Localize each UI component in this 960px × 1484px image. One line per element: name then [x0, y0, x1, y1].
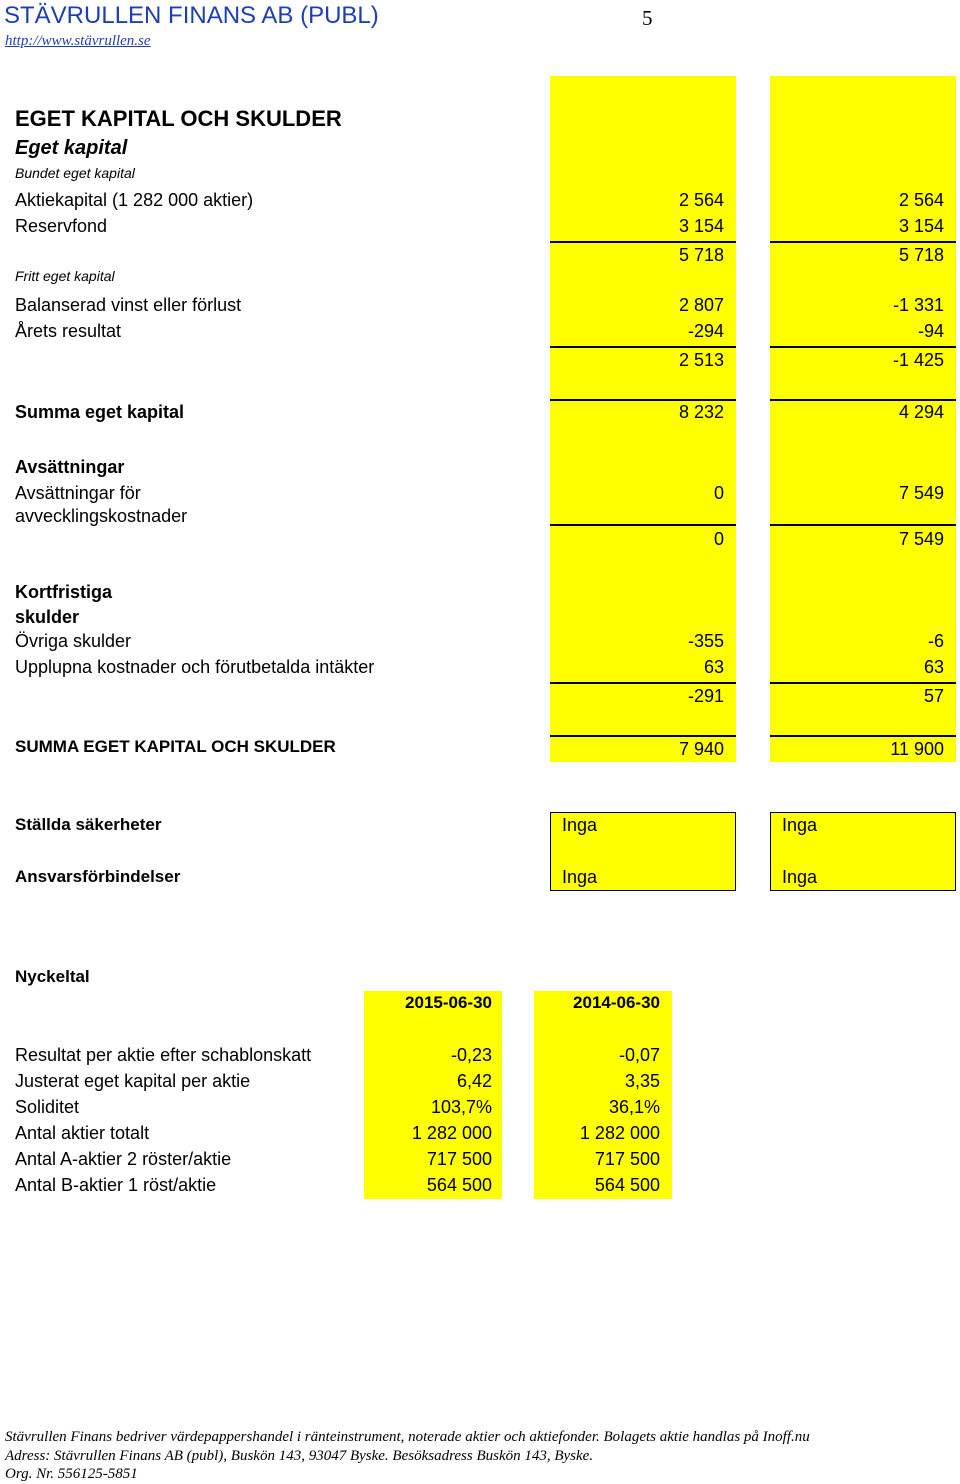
keyfigures-title: Nyckeltal [15, 967, 90, 986]
keyfigure-2014: 36,1% [608, 1097, 660, 1117]
total-equity-liabilities-label: SUMMA EGET KAPITAL OCH SKULDER [15, 737, 336, 756]
aktiekapital-current: 2 564 [678, 190, 724, 210]
restricted-sum-current: 5 718 [678, 245, 724, 265]
keyfigure-label: Antal B-aktier 1 röst/aktie [15, 1175, 217, 1195]
free-sum-current: 2 513 [678, 350, 724, 370]
ansvarsforbindelser-current: Inga [562, 867, 598, 887]
upplupna-current: 63 [703, 657, 724, 677]
stallda-sakerheter-current: Inga [562, 815, 598, 835]
subtotal-line [550, 682, 736, 684]
arets-resultat-previous: -94 [917, 321, 944, 341]
keyfigure-2015: 564 500 [426, 1175, 492, 1195]
keyfigure-2015: 6,42 [456, 1071, 492, 1091]
keyfigures-col-2014-header: 2014-06-30 [573, 993, 660, 1012]
free-sum-previous: -1 425 [892, 350, 944, 370]
ovriga-skulder-label: Övriga skulder [15, 631, 132, 651]
free-equity-heading: Fritt eget kapital [15, 268, 115, 284]
arets-resultat-label: Årets resultat [15, 321, 122, 341]
subtotal-line [770, 346, 956, 348]
provisions-heading: Avsättningar [15, 457, 125, 477]
subtotal-line [770, 241, 956, 243]
keyfigure-label: Antal A-aktier 2 röster/aktie [15, 1149, 232, 1169]
ovriga-skulder-previous: -6 [927, 631, 944, 651]
subtotal-line [550, 524, 736, 526]
company-name: STÄVRULLEN FINANS AB (PUBL) [4, 2, 379, 29]
subtotal-line [770, 399, 956, 401]
reservfond-label: Reservfond [15, 216, 108, 236]
balanserad-current: 2 807 [678, 295, 724, 315]
upplupna-label: Upplupna kostnader och förutbetalda intäkter [15, 657, 375, 677]
total-equity-liabilities-previous: 11 900 [890, 739, 944, 759]
stallda-sakerheter-label: Ställda säkerheter [15, 815, 162, 834]
summa-eget-previous: 4 294 [898, 402, 944, 422]
footer-line-3: Org. Nr. 556125-5851 [5, 1466, 138, 1482]
keyfigure-2014: 717 500 [594, 1149, 660, 1169]
restricted-equity-heading: Bundet eget kapital [15, 165, 135, 181]
ansvarsforbindelser-previous: Inga [782, 867, 818, 887]
short-debt-sum-previous: 57 [923, 686, 944, 706]
avsattningar-label-line2: avvecklingskostnader [15, 506, 188, 526]
balanserad-label: Balanserad vinst eller förlust [15, 295, 242, 315]
ovriga-skulder-current: -355 [687, 631, 724, 651]
subtotal-line [550, 735, 736, 737]
balance-title: EGET KAPITAL OCH SKULDER [15, 106, 342, 131]
aktiekapital-label: Aktiekapital (1 282 000 aktier) [15, 190, 254, 210]
short-debt-heading-line1: Kortfristiga [15, 582, 113, 602]
short-debt-sum-current: -291 [687, 686, 724, 706]
equity-heading: Eget kapital [15, 137, 128, 159]
keyfigure-2014: 564 500 [594, 1175, 660, 1195]
keyfigure-label: Soliditet [15, 1097, 80, 1117]
ansvarsforbindelser-label: Ansvarsförbindelser [15, 867, 181, 886]
summa-eget-label: Summa eget kapital [15, 402, 185, 422]
subtotal-line [770, 735, 956, 737]
total-equity-liabilities-current: 7 940 [678, 739, 724, 759]
upplupna-previous: 63 [923, 657, 944, 677]
keyfigure-label: Resultat per aktie efter schablonskatt [15, 1045, 312, 1065]
subtotal-line [550, 241, 736, 243]
aktiekapital-previous: 2 564 [898, 190, 944, 210]
keyfigure-2015: -0,23 [450, 1045, 492, 1065]
provisions-sum-previous: 7 549 [898, 529, 944, 549]
keyfigure-2015: 103,7% [430, 1097, 492, 1117]
keyfigure-label: Justerat eget kapital per aktie [15, 1071, 251, 1091]
summa-eget-current: 8 232 [678, 402, 724, 422]
avsattningar-label-line1: Avsättningar för [15, 483, 141, 503]
footer-line-2: Adress: Stävrullen Finans AB (publ), Buskön 143, 93047 Byske. Besöksadress Buskön 143, Byske. [5, 1448, 594, 1464]
keyfigure-2014: 1 282 000 [579, 1123, 660, 1143]
footer-line-1: Stävrullen Finans bedriver värdepappershandel i ränteinstrument, noterade aktier och aktiefonder. Bolagets aktie handlas på Inoff.nu [5, 1429, 810, 1445]
subtotal-line [550, 399, 736, 401]
keyfigure-2014: -0,07 [618, 1045, 660, 1065]
subtotal-line [770, 524, 956, 526]
arets-resultat-current: -294 [687, 321, 724, 341]
stallda-sakerheter-previous: Inga [782, 815, 818, 835]
page-number: 5 [642, 6, 653, 30]
balanserad-previous: -1 331 [892, 295, 944, 315]
keyfigure-2015: 717 500 [426, 1149, 492, 1169]
company-url-link[interactable]: http://www.stävrullen.se [5, 33, 151, 49]
provisions-sum-current: 0 [713, 529, 724, 549]
subtotal-line [770, 682, 956, 684]
keyfigures-col-2015-header: 2015-06-30 [405, 993, 492, 1012]
reservfond-previous: 3 154 [898, 216, 944, 236]
keyfigure-2014: 3,35 [624, 1071, 660, 1091]
subtotal-line [550, 346, 736, 348]
avsattningar-previous: 7 549 [898, 483, 944, 503]
avsattningar-current: 0 [713, 483, 724, 503]
reservfond-current: 3 154 [678, 216, 724, 236]
short-debt-heading-line2: skulder [15, 607, 80, 627]
restricted-sum-previous: 5 718 [898, 245, 944, 265]
keyfigure-label: Antal aktier totalt [15, 1123, 150, 1143]
keyfigure-2015: 1 282 000 [411, 1123, 492, 1143]
